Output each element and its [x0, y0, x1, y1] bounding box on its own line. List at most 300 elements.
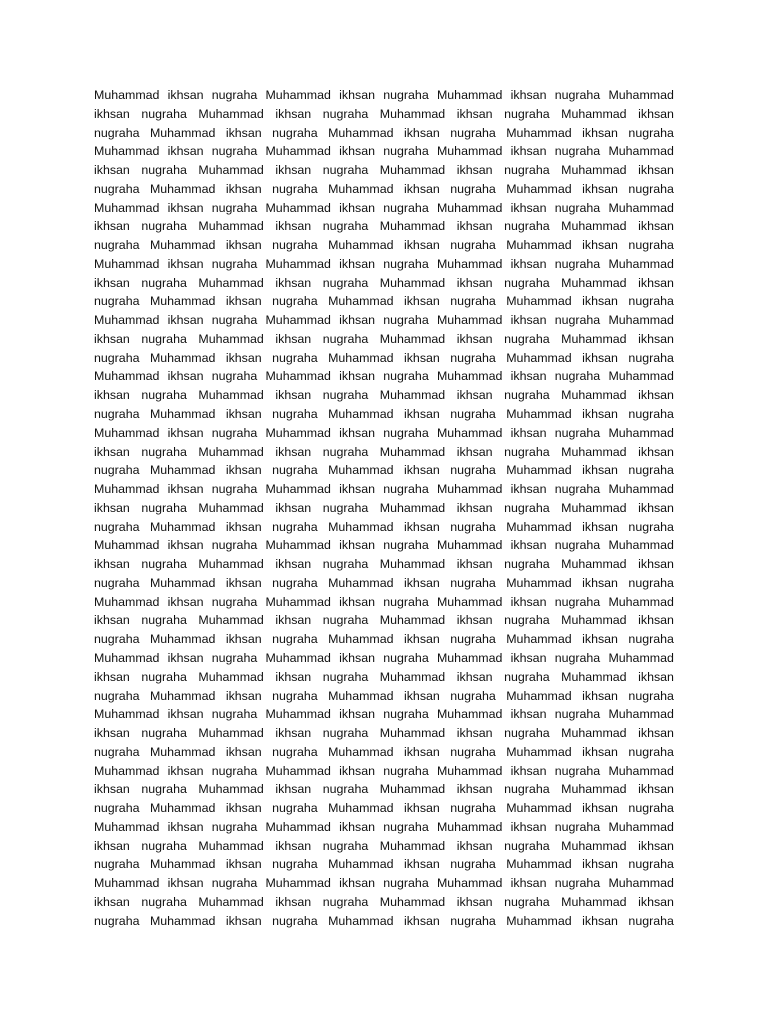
word: ikhsan [275, 219, 312, 234]
word: Muhammad [94, 482, 160, 497]
word: nugraha [628, 688, 674, 703]
word: ikhsan [582, 463, 618, 478]
word: ikhsan [456, 275, 493, 290]
text-line [94, 124, 674, 143]
word: ikhsan [167, 819, 204, 834]
text-line [94, 311, 674, 330]
text-line [94, 593, 674, 612]
word: nugraha [322, 500, 369, 515]
word: nugraha [628, 632, 674, 647]
word: Muhammad [379, 106, 446, 121]
word: Muhammad [149, 519, 216, 534]
word: nugraha [141, 557, 187, 572]
word: Muhammad [379, 275, 446, 290]
body-paragraph [94, 86, 674, 930]
word: Muhammad [379, 669, 446, 684]
word: ikhsan [403, 913, 440, 928]
word: ikhsan [582, 125, 618, 140]
word: Muhammad [608, 369, 674, 384]
word: nugraha [141, 500, 187, 515]
word: ikhsan [275, 500, 312, 515]
word: nugraha [450, 688, 496, 703]
word: Muhammad [328, 238, 394, 253]
text-line [94, 855, 674, 874]
word: Muhammad [149, 463, 216, 478]
word: nugraha [211, 88, 258, 102]
word: Muhammad [561, 219, 627, 234]
word: Muhammad [608, 707, 674, 722]
word: nugraha [554, 650, 601, 665]
word: Muhammad [198, 106, 264, 121]
word: Muhammad [198, 275, 264, 290]
word: ikhsan [275, 388, 312, 403]
word: Muhammad [506, 350, 572, 365]
word: Muhammad [94, 200, 160, 215]
word: nugraha [450, 744, 496, 759]
word: nugraha [383, 650, 429, 665]
word: nugraha [628, 801, 674, 816]
word: nugraha [554, 876, 601, 891]
word: nugraha [554, 594, 601, 609]
word: ikhsan [510, 707, 547, 722]
word: Muhammad [328, 519, 394, 534]
word: ikhsan [339, 482, 375, 497]
word: ikhsan [582, 744, 618, 759]
word: nugraha [94, 688, 140, 703]
word: nugraha [628, 913, 674, 928]
word: ikhsan [403, 519, 440, 534]
word: nugraha [322, 444, 369, 459]
word: Muhammad [608, 200, 674, 215]
word: ikhsan [225, 350, 262, 365]
word: Muhammad [608, 256, 674, 271]
word: ikhsan [403, 857, 440, 872]
word: nugraha [450, 407, 496, 422]
word: ikhsan [339, 538, 375, 553]
word: Muhammad [149, 294, 216, 309]
word: nugraha [141, 838, 187, 853]
word: Muhammad [608, 819, 674, 834]
word: nugraha [504, 500, 550, 515]
word: ikhsan [94, 613, 130, 628]
word: ikhsan [510, 819, 547, 834]
word: nugraha [141, 331, 187, 346]
text-line [94, 292, 674, 311]
word: ikhsan [403, 632, 440, 647]
word: Muhammad [328, 632, 394, 647]
word: ikhsan [275, 106, 312, 121]
word: Muhammad [94, 763, 160, 778]
word: Muhammad [198, 894, 264, 909]
word: ikhsan [456, 613, 493, 628]
word: nugraha [94, 575, 140, 590]
word: ikhsan [582, 632, 618, 647]
word: ikhsan [456, 331, 493, 346]
word: ikhsan [582, 913, 618, 928]
word: ikhsan [582, 575, 618, 590]
text-line [94, 386, 674, 405]
word: nugraha [94, 350, 140, 365]
word: nugraha [94, 913, 140, 928]
word: ikhsan [94, 669, 130, 684]
word: nugraha [504, 219, 550, 234]
word: Muhammad [561, 163, 627, 178]
word: nugraha [211, 594, 258, 609]
word: Muhammad [436, 650, 503, 665]
word: Muhammad [506, 632, 572, 647]
word: nugraha [141, 163, 187, 178]
text-line [94, 743, 674, 762]
word: Muhammad [94, 369, 160, 384]
word: ikhsan [225, 463, 262, 478]
word: ikhsan [167, 763, 204, 778]
text-line [94, 105, 674, 124]
word: Muhammad [561, 669, 627, 684]
word: nugraha [272, 801, 318, 816]
text-line [94, 86, 674, 105]
word: ikhsan [94, 106, 130, 121]
word: ikhsan [94, 163, 130, 178]
word: ikhsan [167, 425, 204, 440]
word: ikhsan [456, 500, 493, 515]
word: nugraha [322, 106, 369, 121]
word: ikhsan [94, 726, 130, 741]
word: Muhammad [379, 613, 446, 628]
word: nugraha [272, 632, 318, 647]
word: Muhammad [328, 350, 394, 365]
word: ikhsan [339, 707, 375, 722]
word: nugraha [272, 238, 318, 253]
word: nugraha [94, 519, 140, 534]
word: nugraha [628, 857, 674, 872]
word: ikhsan [339, 144, 375, 159]
word: Muhammad [149, 181, 216, 196]
word: nugraha [450, 125, 496, 140]
word: Muhammad [149, 801, 216, 816]
word: Muhammad [608, 144, 674, 159]
word: Muhammad [561, 106, 627, 121]
word: Muhammad [149, 857, 216, 872]
word: Muhammad [94, 144, 160, 159]
word: nugraha [141, 782, 187, 797]
text-line [94, 199, 674, 218]
word: ikhsan [167, 538, 204, 553]
word: ikhsan [94, 444, 130, 459]
word: Muhammad [149, 407, 216, 422]
word: nugraha [94, 857, 140, 872]
word: Muhammad [198, 726, 264, 741]
word: Muhammad [265, 88, 331, 102]
word: Muhammad [608, 763, 674, 778]
word: nugraha [504, 106, 550, 121]
word: Muhammad [198, 331, 264, 346]
word: ikhsan [510, 144, 547, 159]
word: ikhsan [275, 163, 312, 178]
word: ikhsan [225, 857, 262, 872]
word: nugraha [211, 819, 258, 834]
word: ikhsan [167, 369, 204, 384]
word: nugraha [504, 782, 550, 797]
word: nugraha [211, 707, 258, 722]
word: ikhsan [94, 388, 130, 403]
word: ikhsan [225, 519, 262, 534]
text-line [94, 724, 674, 743]
word: nugraha [141, 613, 187, 628]
word: ikhsan [167, 313, 204, 328]
word: ikhsan [510, 425, 547, 440]
word: ikhsan [638, 557, 674, 572]
word: ikhsan [275, 557, 312, 572]
word: ikhsan [510, 538, 547, 553]
word: nugraha [383, 425, 429, 440]
word: nugraha [383, 200, 429, 215]
word: nugraha [554, 369, 601, 384]
word: Muhammad [198, 838, 264, 853]
word: ikhsan [94, 557, 130, 572]
word: ikhsan [339, 313, 375, 328]
word: Muhammad [94, 313, 160, 328]
word: Muhammad [436, 538, 503, 553]
word: nugraha [272, 125, 318, 140]
word: nugraha [450, 350, 496, 365]
word: nugraha [628, 350, 674, 365]
word: nugraha [383, 538, 429, 553]
word: nugraha [504, 894, 550, 909]
text-line [94, 217, 674, 236]
word: nugraha [94, 125, 140, 140]
word: Muhammad [149, 575, 216, 590]
word: ikhsan [638, 219, 674, 234]
word: Muhammad [506, 181, 572, 196]
word: Muhammad [265, 650, 331, 665]
word: ikhsan [456, 838, 493, 853]
text-line [94, 443, 674, 462]
word: Muhammad [94, 256, 160, 271]
word: Muhammad [265, 538, 331, 553]
word: nugraha [383, 763, 429, 778]
word: Muhammad [608, 425, 674, 440]
word: ikhsan [275, 726, 312, 741]
word: ikhsan [638, 726, 674, 741]
word: nugraha [141, 669, 187, 684]
word: nugraha [272, 575, 318, 590]
text-line [94, 367, 674, 386]
word: Muhammad [328, 125, 394, 140]
word: Muhammad [149, 744, 216, 759]
word: ikhsan [403, 294, 440, 309]
word: Muhammad [608, 88, 674, 102]
word: nugraha [322, 275, 369, 290]
text-line [94, 461, 674, 480]
word: Muhammad [436, 707, 503, 722]
word: ikhsan [275, 275, 312, 290]
word: ikhsan [167, 876, 204, 891]
word: nugraha [554, 707, 601, 722]
word: ikhsan [582, 350, 618, 365]
word: nugraha [211, 200, 258, 215]
word: nugraha [383, 594, 429, 609]
word: ikhsan [638, 331, 674, 346]
text-line [94, 762, 674, 781]
word: ikhsan [456, 669, 493, 684]
word: nugraha [272, 519, 318, 534]
word: nugraha [504, 726, 550, 741]
word: Muhammad [608, 313, 674, 328]
word: ikhsan [582, 688, 618, 703]
word: ikhsan [510, 763, 547, 778]
word: ikhsan [275, 613, 312, 628]
word: Muhammad [94, 707, 160, 722]
text-line [94, 893, 674, 912]
word: ikhsan [638, 838, 674, 853]
word: ikhsan [510, 256, 547, 271]
word: ikhsan [94, 331, 130, 346]
word: ikhsan [339, 369, 375, 384]
word: nugraha [554, 88, 601, 102]
word: Muhammad [436, 819, 503, 834]
word: ikhsan [94, 894, 130, 909]
word: nugraha [94, 463, 140, 478]
word: Muhammad [436, 144, 503, 159]
word: ikhsan [275, 894, 312, 909]
word: ikhsan [510, 88, 547, 102]
word: nugraha [211, 482, 258, 497]
text-line [94, 536, 674, 555]
word: Muhammad [328, 801, 394, 816]
word: ikhsan [403, 350, 440, 365]
word: nugraha [322, 613, 369, 628]
word: nugraha [141, 106, 187, 121]
word: nugraha [94, 801, 140, 816]
text-line [94, 818, 674, 837]
word: Muhammad [379, 894, 446, 909]
word: Muhammad [379, 331, 446, 346]
text-line [94, 499, 674, 518]
word: Muhammad [379, 838, 446, 853]
word: nugraha [450, 294, 496, 309]
word: ikhsan [456, 444, 493, 459]
text-line [94, 799, 674, 818]
word: ikhsan [225, 125, 262, 140]
text-line [94, 142, 674, 161]
word: ikhsan [403, 181, 440, 196]
word: ikhsan [638, 275, 674, 290]
word: nugraha [450, 519, 496, 534]
word: nugraha [322, 388, 369, 403]
word: ikhsan [339, 876, 375, 891]
word: nugraha [628, 463, 674, 478]
word: nugraha [554, 313, 601, 328]
word: nugraha [272, 407, 318, 422]
word: ikhsan [510, 482, 547, 497]
word: Muhammad [561, 838, 627, 853]
word: Muhammad [328, 407, 394, 422]
word: ikhsan [582, 238, 618, 253]
text-line [94, 405, 674, 424]
word: nugraha [504, 388, 550, 403]
word: Muhammad [379, 557, 446, 572]
word: nugraha [272, 744, 318, 759]
word: Muhammad [506, 688, 572, 703]
word: ikhsan [582, 801, 618, 816]
word: Muhammad [436, 482, 503, 497]
word: Muhammad [379, 388, 446, 403]
text-line [94, 180, 674, 199]
word: nugraha [383, 482, 429, 497]
word: ikhsan [167, 144, 204, 159]
word: nugraha [628, 407, 674, 422]
word: nugraha [450, 463, 496, 478]
word: nugraha [504, 613, 550, 628]
word: Muhammad [561, 444, 627, 459]
word: nugraha [141, 444, 187, 459]
word: ikhsan [225, 632, 262, 647]
word: ikhsan [339, 594, 375, 609]
word: nugraha [272, 181, 318, 196]
word: nugraha [141, 726, 187, 741]
word: nugraha [211, 763, 258, 778]
word: ikhsan [339, 425, 375, 440]
word: Muhammad [94, 88, 160, 102]
word: nugraha [554, 425, 601, 440]
word: nugraha [450, 632, 496, 647]
word: ikhsan [510, 650, 547, 665]
word: nugraha [628, 744, 674, 759]
word: Muhammad [379, 444, 446, 459]
word: ikhsan [94, 500, 130, 515]
word: Muhammad [198, 782, 264, 797]
word: nugraha [322, 219, 369, 234]
word: ikhsan [339, 88, 375, 102]
word: ikhsan [638, 894, 674, 909]
word: Muhammad [506, 913, 572, 928]
word: ikhsan [275, 444, 312, 459]
word: Muhammad [149, 350, 216, 365]
word: Muhammad [561, 275, 627, 290]
word: nugraha [383, 369, 429, 384]
word: nugraha [322, 557, 369, 572]
word: nugraha [322, 331, 369, 346]
word: Muhammad [506, 407, 572, 422]
text-line [94, 330, 674, 349]
word: Muhammad [198, 163, 264, 178]
text-line [94, 274, 674, 293]
word: Muhammad [149, 125, 216, 140]
word: Muhammad [561, 388, 627, 403]
word: ikhsan [339, 650, 375, 665]
word: Muhammad [561, 894, 627, 909]
word: nugraha [504, 444, 550, 459]
word: Muhammad [94, 650, 160, 665]
word: ikhsan [403, 463, 440, 478]
word: nugraha [450, 238, 496, 253]
word: nugraha [383, 819, 429, 834]
word: nugraha [94, 294, 140, 309]
word: ikhsan [403, 575, 440, 590]
word: ikhsan [456, 894, 493, 909]
text-line [94, 630, 674, 649]
word: Muhammad [436, 88, 503, 102]
text-line [94, 255, 674, 274]
word: nugraha [628, 125, 674, 140]
word: Muhammad [379, 726, 446, 741]
word: ikhsan [638, 444, 674, 459]
text-line [94, 574, 674, 593]
word: ikhsan [225, 294, 262, 309]
word: Muhammad [506, 294, 572, 309]
word: nugraha [322, 669, 369, 684]
word: Muhammad [436, 876, 503, 891]
